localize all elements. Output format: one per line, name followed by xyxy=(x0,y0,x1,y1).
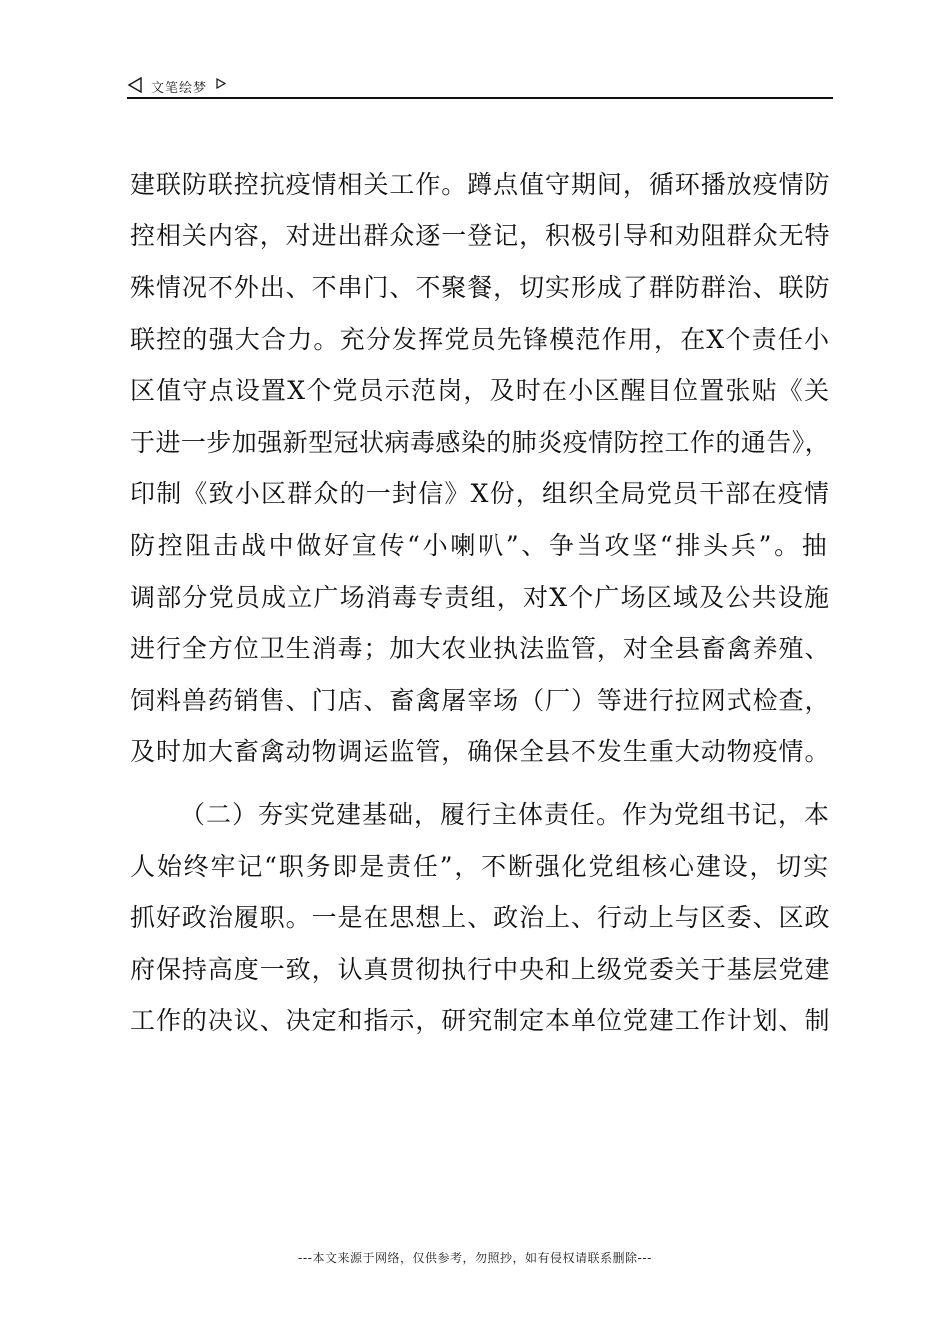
body-line: 殊情况不外出、不串门、不聚餐，切实形成了群防群治、联防 xyxy=(130,273,831,302)
body-line: 饲料兽药销售、门店、畜禽屠宰场（厂）等进行拉网式检查， xyxy=(130,686,831,715)
body-line: 联控的强大合力。充分发挥党员先锋模范作用，在X个责任小 xyxy=(130,325,831,354)
body-line: 进行全方位卫生消毒；加大农业执法监管，对全县畜禽养殖、 xyxy=(130,634,831,663)
body-line: 人始终牢记“职务即是责任”，不断强化党组核心建设，切实 xyxy=(130,852,830,881)
brand-name: 文笔绘梦 xyxy=(151,81,208,96)
body-line: 抓好政治履职。一是在思想上、政治上、行动上与区委、区政 xyxy=(130,903,831,932)
body-line: 区值守点设置X个党员示范岗，及时在小区醒目位置张贴《关 xyxy=(130,376,831,405)
body-line: 防控阻击战中做好宣传“小喇叭”、争当攻坚“排头兵”。抽 xyxy=(130,531,830,560)
body-line: 印制《致小区群众的一封信》X份，组织全局党员干部在疫情 xyxy=(130,479,831,508)
body-line: 于进一步加强新型冠状病毒感染的肺炎疫情防控工作的通告》， xyxy=(130,428,831,457)
footer-disclaimer: ---本文来源于网络，仅供参考，勿照抄，如有侵权请联系删除--- xyxy=(298,1251,652,1265)
body-line: 府保持高度一致，认真贯彻执行中央和上级党委关于基层党建 xyxy=(130,955,831,984)
left-triangle-icon xyxy=(127,77,143,93)
body-line: 控相关内容，对进出群众逐一登记，积极引导和劝阻群众无特 xyxy=(130,221,831,250)
header-rule xyxy=(127,97,833,99)
page-header xyxy=(127,74,833,98)
body-line: 调部分党员成立广场消毒专责组，对X个广场区域及公共设施 xyxy=(130,583,831,612)
body-line: 工作的决议、决定和指示，研究制定本单位党建工作计划、制 xyxy=(130,1006,831,1035)
body-line: 及时加大畜禽动物调运监管，确保全县不发生重大动物疫情。 xyxy=(130,737,831,766)
paragraph-first-line: （二）夯实党建基础，履行主体责任。作为党组书记，本 xyxy=(180,800,831,829)
body-line: 建联防联控抗疫情相关工作。蹲点值守期间，循环播放疫情防 xyxy=(130,170,831,199)
right-triangle-icon xyxy=(216,78,226,89)
